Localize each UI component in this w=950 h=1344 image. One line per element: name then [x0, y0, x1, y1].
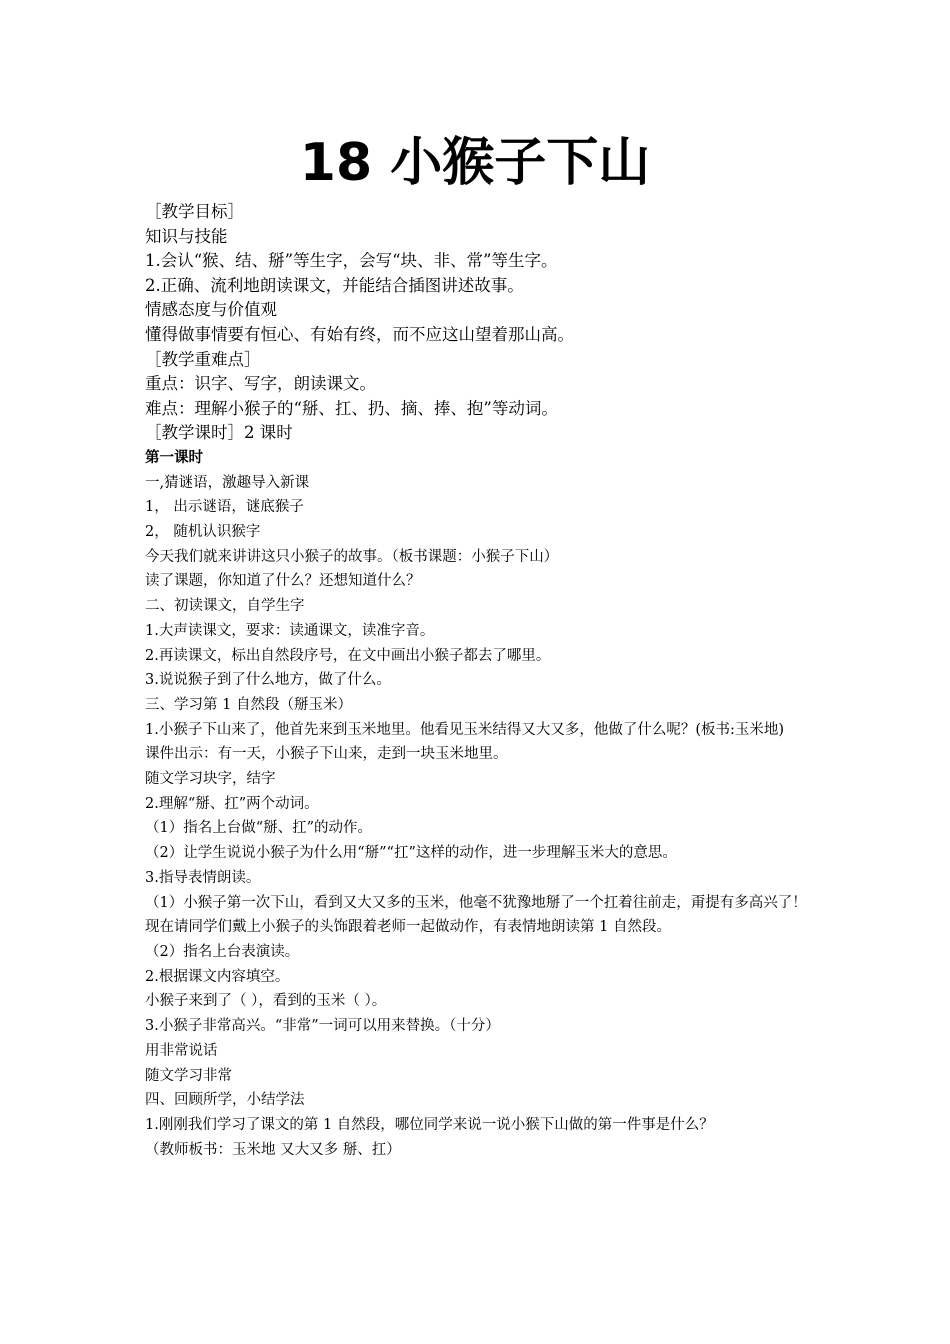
document-title: 18 小猴子下山 [299, 133, 651, 193]
section-heading-key-points: ［教学重难点］ [145, 349, 261, 369]
objective-line: 2.正确、流利地朗读课文，并能结合插图讲述故事。 [145, 275, 524, 295]
step-heading: 一,猜谜语，激趣导入新课 [145, 474, 310, 491]
step-line: 3.说说猴子到了什么地方，做了什么。 [145, 672, 391, 689]
document-body [145, 200, 813, 1162]
step-line: 1.小猴子下山来了，他首先来到玉米地里。他看见玉米结得又大又多，他做了什么呢？(板书:玉米地) [145, 721, 785, 738]
subheading-emotion-values: 情感态度与价值观 [145, 300, 277, 320]
step-line: 课件出示：有一天，小猴子下山来，走到一块玉米地里。 [145, 746, 508, 763]
section-heading-lesson-hours: ［教学课时］2 课时 [145, 423, 293, 443]
fill-in-blank-line: 小猴子来到了（ ），看到的玉米（ ）。 [145, 993, 387, 1010]
objective-line: 懂得做事情要有恒心、有始有终，而不应这山望着那山高。 [145, 324, 574, 344]
step-heading: 二、初读课文，自学生字 [145, 598, 305, 615]
key-point-line: 重点：识字、写字，朗读课文。 [145, 374, 376, 394]
section-heading-objectives: ［教学目标］ [145, 202, 244, 221]
step-line: 现在请同学们戴上小猴子的头饰跟着老师一起做动作，有表情地朗读第 1 自然段。 [145, 919, 671, 936]
objective-line: 1.会认“猴、结、掰”等生字，会写“块、非、常”等生字。 [145, 251, 558, 271]
lesson-heading: 第一课时 [145, 449, 203, 466]
step-line: 今天我们就来讲讲这只小猴子的故事。（板书课题：小猴子下山） [145, 548, 559, 565]
step-line: （2）让学生说说小猴子为什么用“掰”“扛”这样的动作，进一步理解玉米大的意思。 [145, 845, 677, 862]
step-line: 1.刚刚我们学习了课文的第 1 自然段，哪位同学来说一说小猴下山做的第一件事是什么？ [145, 1116, 714, 1133]
step-line: 1.大声读课文，要求：读通课文，读准字音。 [145, 622, 435, 639]
step-line: 2.再读课文，标出自然段序号，在文中画出小猴子都去了哪里。 [145, 647, 551, 664]
step-line: 随文学习块字，结字 [145, 771, 276, 788]
step-heading: 三、学习第 1 自然段（掰玉米） [145, 696, 352, 713]
subheading-knowledge-skills: 知识与技能 [145, 226, 228, 246]
step-line: 2.根据课文内容填空。 [145, 968, 290, 985]
difficult-point-line: 难点：理解小猴子的“掰、扛、扔、摘、捧、抱”等动词。 [145, 398, 558, 418]
step-line: 3.小猴子非常高兴。“非常”一词可以用来替换。（十分） [145, 1018, 500, 1035]
step-line: 2.理解“掰、扛”两个动词。 [145, 795, 319, 812]
step-line: 用非常说话 [145, 1042, 218, 1059]
step-line: 读了课题，你知道了什么？还想知道什么？ [145, 573, 421, 590]
step-line: （1）指名上台做“掰、扛”的动作。 [145, 820, 373, 837]
step-line: 3.指导表情朗读。 [145, 869, 261, 886]
step-line: （教师板书：玉米地 又大又多 掰、扛） [145, 1141, 401, 1158]
step-line: 2， 随机认识猴字 [145, 524, 261, 541]
step-line: 随文学习非常 [145, 1067, 232, 1084]
step-heading: 四、回顾所学，小结学法 [145, 1092, 305, 1109]
step-line: （1）小猴子第一次下山，看到又大又多的玉米，他毫不犹豫地掰了一个扛着往前走，甭提有多高兴了！ [145, 894, 807, 911]
step-line: （2）指名上台表演读。 [145, 944, 300, 960]
step-line: 1， 出示谜语，谜底猴子 [145, 499, 304, 516]
